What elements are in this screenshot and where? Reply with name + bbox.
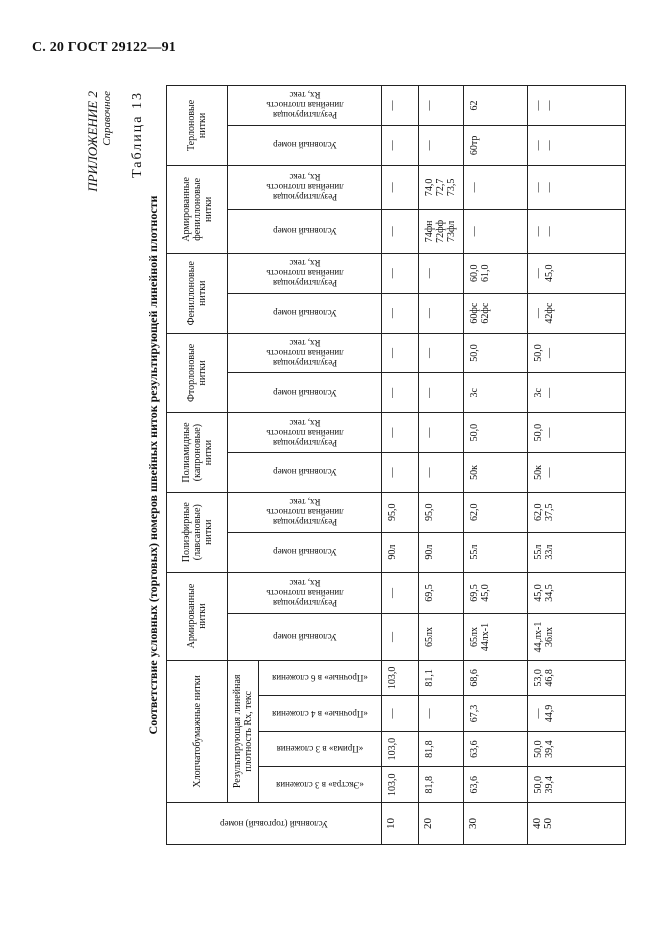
- table-cell: 50к: [464, 453, 528, 493]
- polyamide-number-header: Условный номер: [228, 453, 382, 493]
- table-cell: 3с: [464, 373, 528, 413]
- rotated-table-area: [80, 85, 640, 845]
- table-cell: 62,0 37,5: [527, 492, 625, 532]
- row-number-cell: 10: [382, 803, 419, 845]
- group-header-fenilon: Фениллоновые нитки: [167, 253, 228, 333]
- table-cell: 65лх: [419, 614, 464, 660]
- table-row: [382, 86, 419, 845]
- table-cell: —: [464, 165, 528, 209]
- polyester-number-header: Условный номер: [228, 532, 382, 572]
- table-cell: 45,0 34,5: [527, 572, 625, 614]
- table-cell: —: [382, 413, 419, 453]
- table-cell: —: [382, 333, 419, 373]
- table-cell: —: [419, 696, 464, 732]
- group-header-polyester: Полиэфирные (лавсановые) нитки: [167, 492, 228, 572]
- table-row: [527, 86, 625, 845]
- table-cell: — 45,0: [527, 253, 625, 293]
- table-cell: —: [419, 293, 464, 333]
- appendix-title: ПРИЛОЖЕНИЕ 2: [85, 91, 100, 192]
- table-cell: —: [419, 333, 464, 373]
- table-cell: —: [419, 413, 464, 453]
- table-cell: —: [419, 453, 464, 493]
- table-cell: — 44,9: [527, 696, 625, 732]
- correspondence-table: [166, 85, 626, 845]
- table-cell: 65лх 44лх-1: [464, 614, 528, 660]
- table-cell: —: [382, 126, 419, 166]
- armored-fenilon-density-header: Результирующая линейная плотность Rx, текс: [228, 165, 382, 209]
- group-header-armored-fenilon: Армированные фениллоновые нитки: [167, 165, 228, 253]
- table-cell: 44,лх-1 36лх: [527, 614, 625, 660]
- col-header-number: Условный (торговый) номер: [167, 803, 382, 845]
- group-header-terlon: Терлоновые нитки: [167, 86, 228, 166]
- table-cell: 81,8: [419, 767, 464, 803]
- table-title: Соответствие условных (торговых) номеров швейных ниток результирующей линейной плотности: [146, 195, 160, 735]
- cotton-extra-header: «Экстра» в 3 сложения: [259, 767, 382, 803]
- table-cell: —: [419, 253, 464, 293]
- polyester-density-header: Результирующая линейная плотность Rx, текс: [228, 492, 382, 532]
- table-cell: 95,0: [419, 492, 464, 532]
- group-header-armored: Армированные нитки: [167, 572, 228, 660]
- table-cell: 50,0 39,4: [527, 731, 625, 767]
- armored-density-header: Результирующая линейная плотность Rx, текс: [228, 572, 382, 614]
- ftorlon-number-header: Условный номер: [228, 373, 382, 413]
- table-cell: 103,0: [382, 660, 419, 696]
- table-cell: 62,0: [464, 492, 528, 532]
- cotton-strong4-header: «Прочные» в 4 сложения: [259, 696, 382, 732]
- table-cell: 63,6: [464, 767, 528, 803]
- appendix-subtitle: Справочное: [101, 91, 113, 146]
- table-cell: 63,6: [464, 731, 528, 767]
- table-cell: —: [382, 253, 419, 293]
- table-cell: —: [419, 126, 464, 166]
- table-cell: —: [382, 572, 419, 614]
- row-number-cell: 30: [464, 803, 528, 845]
- group-header-ftorlon: Фторлоновые нитки: [167, 333, 228, 413]
- table-cell: 90л: [382, 532, 419, 572]
- table-cell: —: [382, 373, 419, 413]
- terlon-number-header: Условный номер: [228, 126, 382, 166]
- table-cell: 60фс 62фс: [464, 293, 528, 333]
- table-cell: 95,0: [382, 492, 419, 532]
- table-cell: 62: [464, 86, 528, 126]
- table-cell: —: [464, 209, 528, 253]
- group-header-polyamide: Полиамидные (капроновые) нитки: [167, 413, 228, 493]
- table-cell: —: [382, 165, 419, 209]
- table-cell: 50,0 39,4: [527, 767, 625, 803]
- appendix-label: [86, 91, 114, 192]
- table-cell: 81,1: [419, 660, 464, 696]
- table-cell: —: [382, 614, 419, 660]
- table-cell: — —: [527, 126, 625, 166]
- table-cell: 50,0: [464, 413, 528, 453]
- table-row: [464, 86, 528, 845]
- table-cell: — —: [527, 165, 625, 209]
- table-cell: — —: [527, 209, 625, 253]
- table-cell: 81,8: [419, 731, 464, 767]
- table-cell: 53,0 46,8: [527, 660, 625, 696]
- cotton-strong6-header: «Прочные» в 6 сложения: [259, 660, 382, 696]
- table-cell: 50к —: [527, 453, 625, 493]
- table-cell: 60тр: [464, 126, 528, 166]
- table-cell: —: [382, 86, 419, 126]
- table-cell: 103,0: [382, 731, 419, 767]
- row-number-cell: 40 50: [527, 803, 625, 845]
- ftorlon-density-header: Результирующая линейная плотность Rx, текс: [228, 333, 382, 373]
- armored-number-header: Условный номер: [228, 614, 382, 660]
- armored-fenilon-number-header: Условный номер: [228, 209, 382, 253]
- table-cell: 69,5 45,0: [464, 572, 528, 614]
- table-cell: 50,0 —: [527, 333, 625, 373]
- table-cell: —: [382, 453, 419, 493]
- row-number-cell: 20: [419, 803, 464, 845]
- table-body: [382, 86, 626, 845]
- table-cell: — 42фс: [527, 293, 625, 333]
- table-cell: 69,5: [419, 572, 464, 614]
- table-row: [419, 86, 464, 845]
- cotton-subheader: Результирующая линейная плотность Rx, текс: [228, 660, 259, 803]
- table-cell: 3с —: [527, 373, 625, 413]
- group-header-cotton: Хлопчатобумажные нитки: [167, 660, 228, 803]
- table-cell: —: [382, 293, 419, 333]
- table-cell: 103,0: [382, 767, 419, 803]
- cotton-prima-header: «Прима» в 3 сложения: [259, 731, 382, 767]
- page-header: С. 20 ГОСТ 29122—91: [32, 40, 176, 55]
- table-cell: —: [419, 373, 464, 413]
- table-cell: 74фн 72фф 73фл: [419, 209, 464, 253]
- table-number: Таблица 13: [130, 91, 145, 178]
- table-cell: —: [382, 696, 419, 732]
- table-cell: 67,3: [464, 696, 528, 732]
- fenilon-number-header: Условный номер: [228, 293, 382, 333]
- fenilon-density-header: Результирующая линейная плотность Rx, текс: [228, 253, 382, 293]
- table-cell: 68,6: [464, 660, 528, 696]
- table-cell: — —: [527, 86, 625, 126]
- table-cell: 55л: [464, 532, 528, 572]
- terlon-density-header: Результирующая линейная плотность Rx, текс: [228, 86, 382, 126]
- table-cell: 55л 33л: [527, 532, 625, 572]
- table-cell: 60,0 61,0: [464, 253, 528, 293]
- table-cell: 50,0 —: [527, 413, 625, 453]
- table-cell: —: [419, 86, 464, 126]
- table-cell: 74,0 72,7 73,5: [419, 165, 464, 209]
- table-cell: 50,0: [464, 333, 528, 373]
- polyamide-density-header: Результирующая линейная плотность Rx, текс: [228, 413, 382, 453]
- table-cell: 90л: [419, 532, 464, 572]
- table-cell: —: [382, 209, 419, 253]
